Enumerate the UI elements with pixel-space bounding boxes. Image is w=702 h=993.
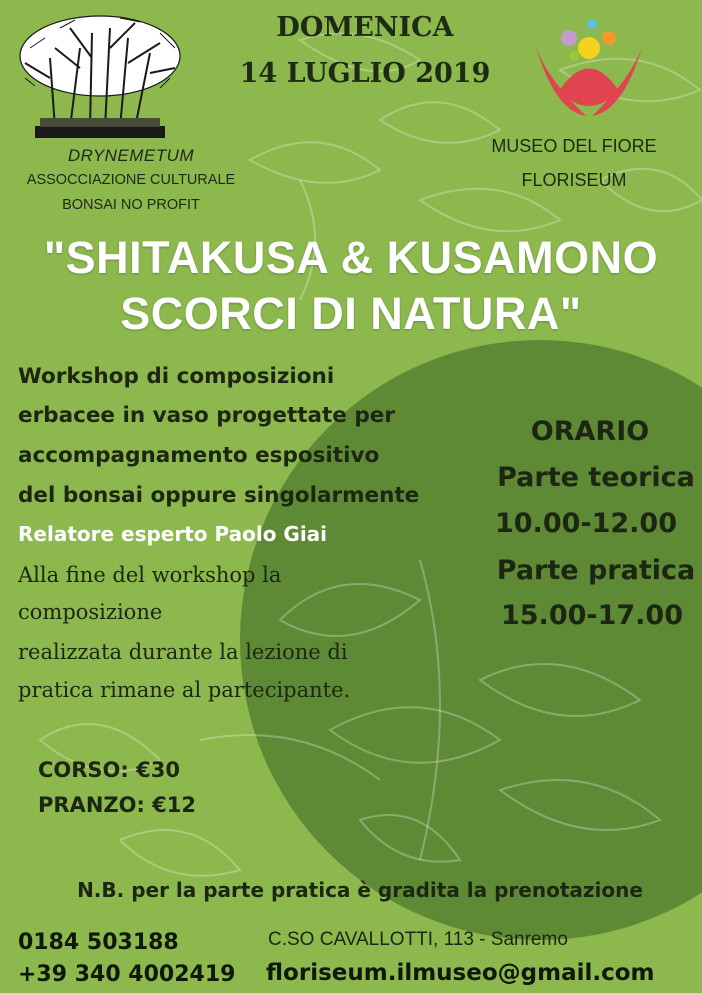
contact-email: floriseum.ilmuseo@gmail.com	[266, 960, 655, 986]
organizer-line-2: BONSAI NO PROFIT	[62, 197, 200, 213]
phone-number-2: +39 340 4002419	[18, 962, 236, 987]
phone-number-1: 0184 503188	[18, 930, 179, 955]
workshop-line: Workshop di composizioni	[18, 364, 335, 389]
schedule-heading: ORARIO	[530, 416, 650, 447]
organizer-name: DRYNEMETUM	[67, 146, 195, 165]
organizer-line-1: ASSOCCIAZIONE CULTURALE	[26, 172, 236, 188]
lunch-price: PRANZO: €12	[38, 793, 197, 817]
schedule-theory-time: 10.00-12.00	[494, 508, 677, 539]
event-day: DOMENICA	[276, 12, 454, 43]
event-title-line-1: "SHITAKUSA & KUSAMONO	[43, 232, 659, 283]
event-date: 14 LUGLIO 2019	[239, 58, 491, 89]
note-line: Alla fine del workshop la	[18, 563, 282, 587]
speaker-name: Relatore esperto Paolo Giai	[18, 522, 328, 546]
venue-address: C.SO CAVALLOTTI, 113 - Sanremo	[268, 929, 568, 950]
note-line: composizione	[18, 600, 163, 624]
workshop-line: erbacee in vaso progettate per	[18, 403, 395, 428]
schedule-practice-time: 15.00-17.00	[500, 600, 683, 631]
course-price: CORSO: €30	[38, 758, 180, 782]
workshop-line: del bonsai oppure singolarmente	[18, 483, 420, 508]
event-title-line-2: SCORCI DI NATURA"	[120, 288, 582, 339]
workshop-line: accompagnamento espositivo	[18, 443, 380, 468]
note-line: pratica rimane al partecipante.	[18, 678, 351, 702]
floriseum-logo-icon	[524, 16, 654, 126]
schedule-practice-label: Parte pratica	[496, 555, 696, 586]
venue-line-2: FLORISEUM	[521, 170, 627, 190]
bonsai-tree-icon	[10, 8, 190, 143]
booking-note: N.B. per la parte pratica è gradita la prenotazione	[77, 878, 643, 902]
note-line: realizzata durante la lezione di	[18, 640, 348, 664]
schedule-theory-label: Parte teorica	[497, 462, 695, 493]
venue-line-1: MUSEO DEL FIORE	[491, 136, 657, 156]
